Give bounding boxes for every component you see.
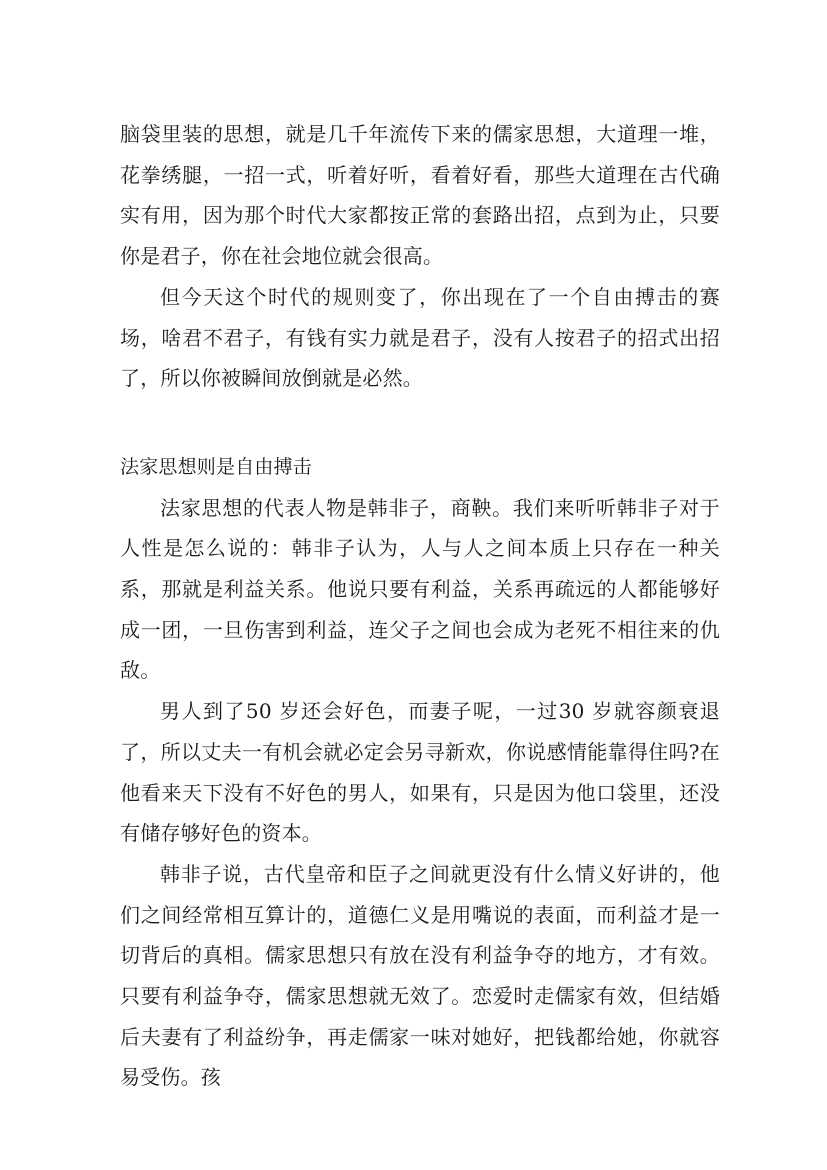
paragraph-emperor-ministers: 韩非子说，古代皇帝和臣子之间就更没有什么情义好讲的，他们之间经常相互算计的，道德仁义是用嘴说的表面，而利益才是一切背后的真相。儒家思想只有放在没有利益争夺的地方，才有效。只要有利益争夺，儒家思想就无效了。恋爱时走儒家有效，但结婚后夫妻有了利益纷争，再走儒家一味对她好，把钱都给她，你就容易受伤。孩	[120, 861, 720, 1090]
paragraph-men-and-wives: 男人到了50 岁还会好色，而妻子呢，一过30 岁就容颜衰退了，所以丈夫一有机会就必定会另寻新欢，你说感情能靠得住吗?在他看来天下没有不好色的男人，如果有，只是因为他口袋里，还没有储存够好色的资本。	[120, 699, 720, 846]
document-body	[120, 114, 720, 1098]
section-heading: 法家思想则是自由搏击	[120, 455, 313, 478]
paragraph-rules-changed: 但今天这个时代的规则变了，你出现在了一个自由搏击的赛场，啥君不君子，有钱有实力就是君子，没有人按君子的招式出招了，所以你被瞬间放倒就是必然。	[120, 284, 720, 391]
paragraph-continuation: 脑袋里装的思想，就是几千年流传下来的儒家思想，大道理一堆，花拳绣腿，一招一式，听着好听，看着好看，那些大道理在古代确实有用，因为那个时代大家都按正常的套路出招，点到为止，只要你是君子，你在社会地位就会很高。	[120, 122, 720, 269]
paragraph-legalist-intro: 法家思想的代表人物是韩非子，商鞅。我们来听听韩非子对于人性是怎么说的：韩非子认为，人与人之间本质上只存在一种关系，那就是利益关系。他说只要有利益，关系再疏远的人都能够好成一团，一旦伤害到利益，连父子之间也会成为老死不相往来的仇敌。	[120, 495, 720, 683]
section-spacer	[120, 399, 720, 447]
